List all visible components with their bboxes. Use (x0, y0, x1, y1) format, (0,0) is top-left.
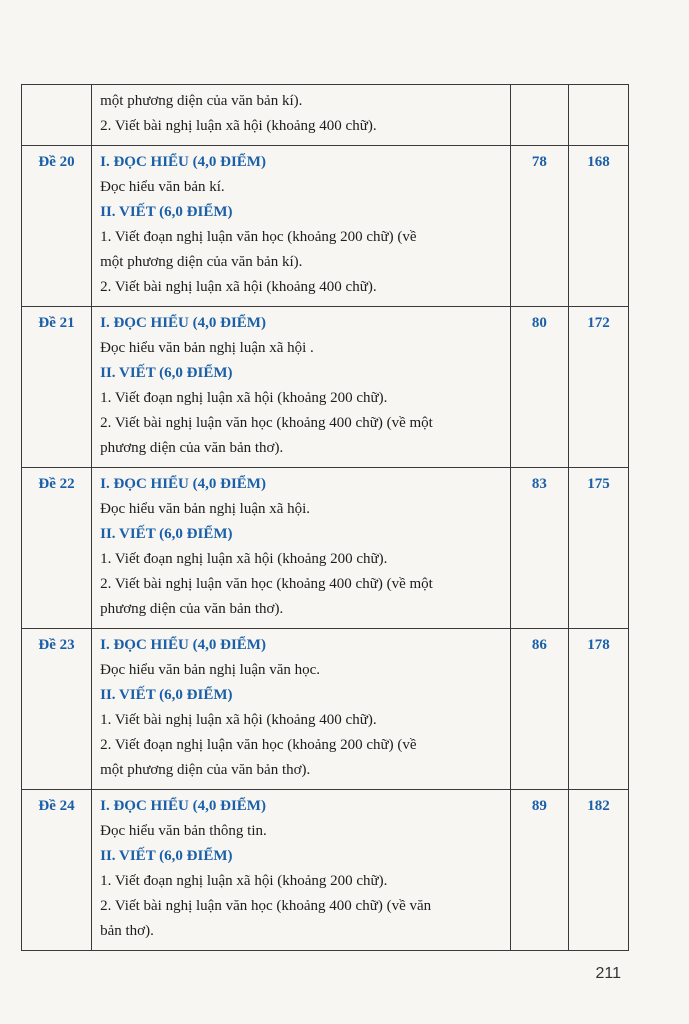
exam-number: Đề 20 (22, 146, 92, 307)
question-page: 86 (510, 629, 568, 790)
exam-content (92, 790, 511, 951)
answer-page (568, 85, 628, 146)
contents-table (21, 84, 629, 951)
content-line: 2. Viết bài nghị luận văn học (khoảng 400 chữ) (về văn (100, 898, 432, 914)
content-line: 2. Viết đoạn nghị luận văn học (khoảng 200 chữ) (về (100, 737, 417, 753)
answer-page: 182 (568, 790, 628, 951)
question-page (510, 85, 568, 146)
answer-page: 168 (568, 146, 628, 307)
content-line: 1. Viết bài nghị luận xã hội (khoảng 400 chữ). (100, 712, 377, 728)
table-row (22, 85, 629, 146)
exam-number (22, 85, 92, 146)
exam-content (92, 146, 511, 307)
content-line: phương diện của văn bản thơ). (100, 601, 284, 617)
content-line: một phương diện của văn bản kí). (100, 254, 303, 270)
content-line: 1. Viết đoạn nghị luận văn học (khoảng 200 chữ) (về (100, 229, 417, 245)
page-number: 211 (595, 965, 621, 982)
content-line: Đọc hiểu văn bản thông tin. (100, 823, 267, 839)
content-line: 1. Viết đoạn nghị luận xã hội (khoảng 200 chữ). (100, 551, 388, 567)
exam-number: Đề 24 (22, 790, 92, 951)
table-row (22, 629, 629, 790)
exam-content (92, 629, 511, 790)
content-line: Đọc hiểu văn bản nghị luận văn học. (100, 662, 321, 678)
section-heading: II. VIẾT (6,0 ĐIỂM) (100, 526, 233, 542)
content-line: 2. Viết bài nghị luận xã hội (khoảng 400 chữ). (100, 279, 377, 295)
exam-number: Đề 21 (22, 307, 92, 468)
question-page: 89 (510, 790, 568, 951)
section-heading: I. ĐỌC HIỂU (4,0 ĐIỂM) (100, 476, 266, 492)
section-heading: II. VIẾT (6,0 ĐIỂM) (100, 687, 233, 703)
exam-content (92, 307, 511, 468)
content-line: bản thơ). (100, 923, 154, 939)
content-line: Đọc hiểu văn bản nghị luận xã hội . (100, 340, 314, 356)
content-line: 2. Viết bài nghị luận văn học (khoảng 400 chữ) (về một (100, 576, 433, 592)
contents-table-body (22, 85, 629, 951)
content-line: Đọc hiểu văn bản nghị luận xã hội. (100, 501, 311, 517)
content-line: 1. Viết đoạn nghị luận xã hội (khoảng 200 chữ). (100, 390, 388, 406)
table-row (22, 790, 629, 951)
section-heading: I. ĐỌC HIỂU (4,0 ĐIỂM) (100, 315, 266, 331)
section-heading: II. VIẾT (6,0 ĐIỂM) (100, 204, 233, 220)
table-row (22, 307, 629, 468)
section-heading: II. VIẾT (6,0 ĐIỂM) (100, 365, 233, 381)
exam-number: Đề 23 (22, 629, 92, 790)
question-page: 78 (510, 146, 568, 307)
content-line: Đọc hiểu văn bản kí. (100, 179, 225, 195)
content-line: 1. Viết đoạn nghị luận xã hội (khoảng 200 chữ). (100, 873, 388, 889)
table-row (22, 146, 629, 307)
exam-content (92, 85, 511, 146)
section-heading: I. ĐỌC HIỂU (4,0 ĐIỂM) (100, 798, 266, 814)
section-heading: II. VIẾT (6,0 ĐIỂM) (100, 848, 233, 864)
section-heading: I. ĐỌC HIỂU (4,0 ĐIỂM) (100, 154, 266, 170)
content-line: một phương diện của văn bản kí). (100, 93, 303, 109)
question-page: 80 (510, 307, 568, 468)
question-page: 83 (510, 468, 568, 629)
content-line: 2. Viết bài nghị luận xã hội (khoảng 400 chữ). (100, 118, 377, 134)
section-heading: I. ĐỌC HIỂU (4,0 ĐIỂM) (100, 637, 266, 653)
answer-page: 175 (568, 468, 628, 629)
answer-page: 172 (568, 307, 628, 468)
exam-content (92, 468, 511, 629)
answer-page: 178 (568, 629, 628, 790)
table-row (22, 468, 629, 629)
exam-number: Đề 22 (22, 468, 92, 629)
content-line: 2. Viết bài nghị luận văn học (khoảng 400 chữ) (về một (100, 415, 433, 431)
content-line: phương diện của văn bản thơ). (100, 440, 284, 456)
content-line: một phương diện của văn bản thơ). (100, 762, 311, 778)
